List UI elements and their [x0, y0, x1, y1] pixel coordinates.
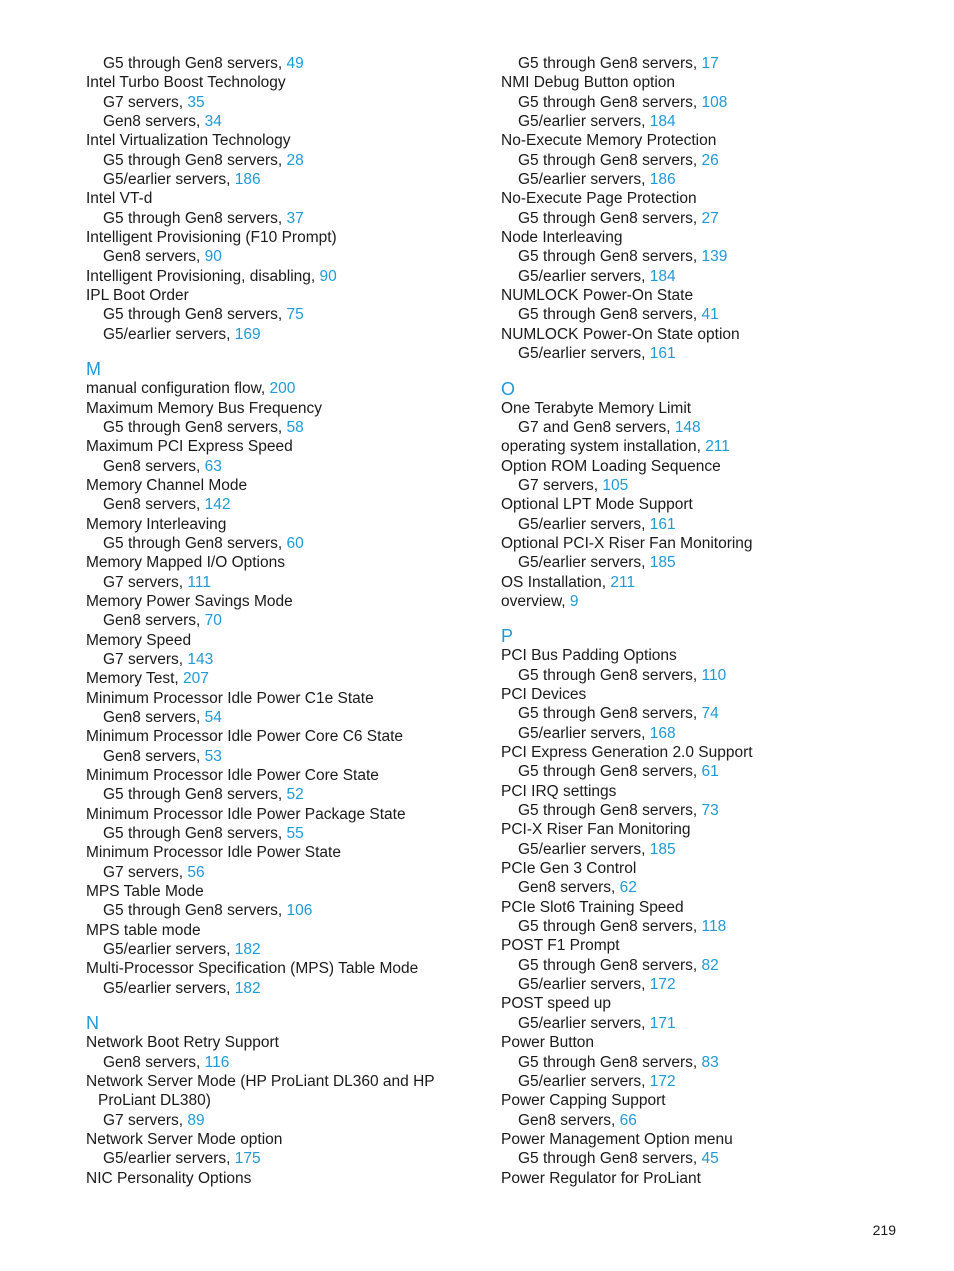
page-reference-link[interactable]: 17 [701, 55, 719, 72]
page-reference-link[interactable]: 175 [234, 1150, 261, 1168]
page-reference-link[interactable]: 52 [286, 786, 304, 804]
index-entry-text: G5/earlier servers, [518, 113, 650, 131]
index-entry-text: No-Execute Memory Protection [501, 132, 717, 150]
index-subentry [86, 1053, 486, 1072]
page-reference-link[interactable]: 74 [701, 705, 719, 723]
index-entry-text: NIC Personality Options [86, 1169, 252, 1187]
index-entry [501, 685, 921, 704]
index-entry [501, 131, 921, 150]
index-entry-text: G5/earlier servers, [518, 1072, 650, 1090]
page-reference-link[interactable]: 118 [701, 918, 727, 936]
page-reference-link[interactable]: 45 [701, 1150, 719, 1168]
index-entry [501, 573, 921, 592]
index-subentry [86, 824, 486, 843]
index-entry-text: overview, [501, 592, 570, 610]
index-entry [501, 73, 921, 92]
page-reference-link[interactable]: 73 [701, 802, 719, 820]
page-reference-link[interactable]: 110 [701, 666, 727, 684]
index-entry-text: One Terabyte Memory Limit [501, 399, 692, 417]
index-entry-text: G5 through Gen8 servers, [518, 306, 702, 324]
index-entry-text: G5 through Gen8 servers, [518, 802, 702, 820]
index-entry-text: Memory Speed [86, 631, 192, 649]
page-reference-link[interactable]: 41 [701, 306, 719, 324]
index-entry-text: Gen8 servers, [103, 709, 205, 726]
index-entry-text: Gen8 servers, [103, 612, 205, 630]
page-reference-link[interactable]: 200 [269, 380, 296, 398]
index-entry-text: G5/earlier servers, [518, 515, 650, 533]
index-subentry [86, 495, 486, 514]
index-entry [86, 286, 486, 305]
index-entry-text: Minimum Processor Idle Power C1e State [86, 689, 374, 707]
index-entry-text: G7 servers, [103, 573, 188, 591]
page-reference-link[interactable]: 58 [286, 418, 304, 436]
index-entry-text: G7 and Gen8 servers, [518, 418, 675, 436]
index-entry-text: operating system installation, [501, 438, 706, 456]
page-reference-link[interactable]: 54 [204, 709, 222, 726]
index-entry-text: G5 through Gen8 servers, [518, 248, 702, 266]
index-entry-text: G5/earlier servers, [518, 840, 650, 858]
page-reference-link[interactable]: 172 [649, 976, 676, 994]
index-entry [501, 1169, 921, 1188]
index-section-letter: P [501, 626, 514, 647]
index-subentry [501, 801, 921, 820]
index-subentry [86, 611, 486, 630]
index-entry [501, 325, 921, 344]
index-entry-text: Gen8 servers, [103, 248, 205, 266]
index-subentry [501, 724, 921, 743]
index-entry-text: Power Management Option menu [501, 1130, 733, 1148]
page-reference-link[interactable]: 185 [649, 840, 676, 858]
index-subentry [501, 956, 921, 975]
index-subentry [501, 418, 921, 437]
page-reference-link[interactable]: 161 [649, 515, 676, 533]
index-subentry [86, 534, 486, 553]
page-reference-link[interactable]: 172 [649, 1072, 676, 1090]
index-entry [86, 131, 486, 150]
page-reference-link[interactable]: 75 [286, 306, 304, 324]
page-reference-link[interactable]: 143 [187, 650, 214, 668]
index-column-right [501, 54, 921, 1188]
page-reference-link[interactable]: 111 [187, 573, 211, 591]
index-entry-text: Intel VT-d [86, 190, 153, 208]
index-entry-text: G5/earlier servers, [103, 1150, 235, 1168]
page-reference-link[interactable]: 62 [619, 879, 637, 897]
index-subentry [501, 1053, 921, 1072]
index-entry-text: IPL Boot Order [86, 287, 189, 305]
index-entry-text: Minimum Processor Idle Power Package State [86, 805, 406, 823]
index-entry [86, 805, 486, 824]
index-subentry [86, 325, 486, 344]
index-entry-text: G7 servers, [103, 863, 188, 881]
page-reference-link[interactable]: 26 [701, 151, 719, 169]
index-entry-text: PCI-X Riser Fan Monitoring [501, 821, 691, 839]
index-subentry [501, 305, 921, 324]
index-entry-text: OS Installation, [501, 573, 611, 591]
index-entry [501, 1091, 921, 1110]
page-reference-link[interactable]: 211 [705, 438, 730, 456]
index-entry-text: G5/earlier servers, [103, 979, 235, 997]
index-subentry [501, 553, 921, 572]
index-entry-text: POST F1 Prompt [501, 937, 620, 955]
index-entry [501, 534, 921, 553]
index-entry [86, 73, 486, 92]
index-entry-text: G5 through Gen8 servers, [518, 666, 702, 684]
index-entry-text: Intel Turbo Boost Technology [86, 74, 286, 92]
index-entry-text: Node Interleaving [501, 229, 623, 247]
index-subentry [501, 840, 921, 859]
index-subentry [501, 170, 921, 189]
index-entry-text: MPS Table Mode [86, 883, 204, 901]
index-entry-text: PCIe Gen 3 Control [501, 860, 637, 878]
page-reference-link[interactable]: 28 [286, 151, 304, 169]
index-subentry [501, 267, 921, 286]
page-reference-link[interactable]: 182 [234, 979, 261, 997]
index-entry-text: Gen8 servers, [518, 1111, 620, 1129]
index-subentry [86, 112, 486, 131]
index-entry [86, 1130, 486, 1149]
index-section-letter: O [501, 378, 516, 399]
index-subentry [86, 940, 486, 959]
index-entry-text: G5/earlier servers, [518, 171, 650, 189]
index-entry-text: G5/earlier servers, [518, 976, 650, 994]
index-subentry [86, 457, 486, 476]
page-reference-link[interactable]: 148 [674, 418, 701, 436]
index-entry [86, 843, 486, 862]
index-subentry [86, 901, 486, 920]
index-entry [501, 457, 921, 476]
index-entry-text: Memory Channel Mode [86, 476, 248, 494]
index-subentry [501, 112, 921, 131]
index-subentry [86, 650, 486, 669]
index-entry-text: Minimum Processor Idle Power State [86, 844, 341, 862]
index-subentry [86, 1111, 486, 1130]
index-entry [86, 1072, 486, 1111]
page-reference-link[interactable]: 90 [204, 248, 222, 266]
index-subentry [86, 209, 486, 228]
index-subentry [86, 418, 486, 437]
page-reference-link[interactable]: 108 [701, 93, 728, 111]
index-subentry [86, 54, 486, 73]
index-entry-text: Network Boot Retry Support [86, 1034, 279, 1052]
page-reference-link[interactable]: 83 [701, 1053, 719, 1071]
index-entry-text: Maximum PCI Express Speed [86, 438, 293, 456]
index-entry-text: Maximum Memory Bus Frequency [86, 399, 323, 417]
page-reference-link[interactable]: 168 [649, 724, 676, 742]
index-entry [501, 1033, 921, 1052]
index-entry-text: G7 servers, [103, 93, 188, 111]
page-reference-link[interactable]: 9 [569, 592, 579, 610]
page-reference-link[interactable]: 184 [649, 267, 676, 285]
index-entry-text: G5/earlier servers, [518, 267, 650, 285]
index-subentry [86, 979, 486, 998]
index-entry-text: Optional LPT Mode Support [501, 496, 693, 514]
page-reference-link[interactable]: 55 [286, 825, 304, 843]
page-reference-link[interactable]: 185 [649, 554, 676, 572]
index-subentry [501, 247, 921, 266]
index-entry-text: MPS table mode [86, 921, 201, 939]
index-entry [86, 882, 486, 901]
index-subentry [86, 708, 486, 727]
index-entry-text: G7 servers, [103, 650, 188, 668]
index-entry-text: G5/earlier servers, [518, 345, 650, 363]
index-subentry [501, 476, 921, 495]
index-entry-text: G5 through Gen8 servers, [103, 534, 287, 552]
page-reference-link[interactable]: 61 [701, 763, 719, 781]
index-entry-text: G5 through Gen8 servers, [518, 763, 702, 781]
page-reference-link[interactable]: 27 [701, 209, 719, 227]
index-entry-text: Gen8 servers, [518, 879, 620, 897]
index-entry [501, 592, 921, 611]
page-reference-link[interactable]: 60 [286, 534, 304, 552]
index-subentry [501, 762, 921, 781]
index-entry-text: G5/earlier servers, [518, 554, 650, 572]
index-entry-text: Multi-Processor Specification (MPS) Table Mode [86, 960, 419, 978]
index-subentry [86, 170, 486, 189]
index-entry [86, 727, 486, 746]
index-entry [86, 1033, 486, 1052]
index-entry-text: Gen8 servers, [103, 113, 205, 131]
index-subentry [501, 917, 921, 936]
index-entry [86, 921, 486, 940]
index-subentry [501, 1111, 921, 1130]
index-entry [86, 379, 486, 398]
index-subentry [86, 151, 486, 170]
index-entry-text: Gen8 servers, [103, 457, 205, 475]
index-subentry [86, 247, 486, 266]
index-entry-text: G5 through Gen8 servers, [518, 209, 702, 227]
index-subentry [501, 93, 921, 112]
index-entry [86, 689, 486, 708]
index-entry [501, 1130, 921, 1149]
page-reference-link[interactable]: 184 [649, 113, 676, 131]
index-section-letter: N [86, 1013, 99, 1034]
index-entry-text: Intel Virtualization Technology [86, 132, 291, 150]
page-reference-link[interactable]: 49 [286, 55, 304, 72]
index-entry-text: G5 through Gen8 servers, [518, 151, 702, 169]
index-entry-text: manual configuration flow, [86, 380, 270, 398]
index-entry [86, 959, 486, 978]
page-reference-link[interactable]: 63 [204, 457, 222, 475]
index-entry [86, 189, 486, 208]
index-entry-text: G5 through Gen8 servers, [103, 418, 287, 436]
index-subentry [86, 93, 486, 112]
index-entry-text: NMI Debug Button option [501, 74, 676, 92]
index-entry-text: G5 through Gen8 servers, [103, 902, 287, 920]
index-entry-text: G5 through Gen8 servers, [518, 93, 702, 111]
index-entry-text: Option ROM Loading Sequence [501, 457, 721, 475]
index-entry [501, 399, 921, 418]
index-subentry [86, 863, 486, 882]
index-entry-text: Gen8 servers, [103, 747, 205, 765]
index-entry-text: G5 through Gen8 servers, [518, 918, 702, 936]
page-reference-link[interactable]: 70 [204, 612, 222, 630]
index-entry-text: G5 through Gen8 servers, [518, 1053, 702, 1071]
index-subentry [501, 1072, 921, 1091]
index-entry [86, 399, 486, 418]
index-entry [501, 820, 921, 839]
index-entry [501, 743, 921, 762]
index-entry-text: NUMLOCK Power-On State option [501, 325, 740, 343]
index-entry-text: G5/earlier servers, [518, 724, 650, 742]
index-entry [501, 994, 921, 1013]
index-entry-text: Power Button [501, 1034, 595, 1052]
index-subentry [501, 151, 921, 170]
page-reference-link[interactable]: 142 [204, 496, 231, 514]
index-entry-text: G7 servers, [518, 476, 603, 494]
index-entry-text: PCI Bus Padding Options [501, 647, 677, 665]
page-reference-link[interactable]: 37 [286, 209, 304, 227]
page-reference-link[interactable]: 105 [602, 476, 629, 494]
index-subentry [501, 1014, 921, 1033]
index-entry-text: G5/earlier servers, [518, 1014, 650, 1032]
index-entry-text: Power Regulator for ProLiant [501, 1169, 701, 1187]
index-entry-text: G5 through Gen8 servers, [103, 786, 287, 804]
index-section-letter: M [86, 359, 101, 380]
page-reference-link[interactable]: 66 [619, 1111, 637, 1129]
page-reference-link[interactable]: 207 [183, 670, 209, 688]
index-subentry [501, 344, 921, 363]
page-reference-link[interactable]: 89 [187, 1111, 205, 1129]
index-entry-text: G5 through Gen8 servers, [518, 1150, 702, 1168]
index-subentry [501, 1149, 921, 1168]
page-reference-link[interactable]: 182 [234, 941, 261, 959]
index-entry-text: G5 through Gen8 servers, [103, 306, 287, 324]
page-reference-link[interactable]: 34 [204, 113, 222, 131]
page-reference-link[interactable]: 171 [649, 1014, 676, 1032]
index-entry-text: No-Execute Page Protection [501, 190, 697, 208]
index-entry [86, 437, 486, 456]
index-entry [86, 553, 486, 572]
page-reference-link[interactable]: 186 [234, 171, 261, 189]
page-reference-link[interactable]: 139 [701, 248, 728, 266]
index-entry-text: Network Server Mode (HP ProLiant DL360 and HP ProLiant DL380) [86, 1072, 435, 1110]
index-subentry [501, 209, 921, 228]
index-entry-text: G5/earlier servers, [103, 941, 235, 959]
index-entry [501, 437, 921, 456]
index-subentry [501, 878, 921, 897]
index-subentry [501, 704, 921, 723]
index-entry-text: G5/earlier servers, [103, 325, 235, 343]
index-entry [86, 515, 486, 534]
index-entry [86, 669, 486, 688]
index-entry [86, 592, 486, 611]
index-entry-text: G5 through Gen8 servers, [518, 55, 702, 72]
index-entry [501, 286, 921, 305]
index-entry-text: G5/earlier servers, [103, 171, 235, 189]
index-entry-text: Memory Interleaving [86, 515, 227, 533]
index-entry-text: G7 servers, [103, 1111, 188, 1129]
index-entry-text: Gen8 servers, [103, 496, 205, 514]
index-entry-text: NUMLOCK Power-On State [501, 287, 694, 305]
index-entry [501, 495, 921, 514]
page-reference-link[interactable]: 82 [701, 956, 719, 974]
index-subentry [86, 785, 486, 804]
index-column-left [86, 54, 486, 1188]
index-entry [501, 936, 921, 955]
page-reference-link[interactable]: 116 [204, 1053, 230, 1071]
index-entry-text: POST speed up [501, 995, 612, 1013]
index-entry-text: Gen8 servers, [103, 1053, 205, 1071]
index-subentry [501, 975, 921, 994]
page-reference-link[interactable]: 35 [187, 93, 205, 111]
page-reference-link[interactable]: 106 [286, 902, 313, 920]
index-entry [501, 189, 921, 208]
page-reference-link[interactable]: 211 [610, 573, 636, 591]
index-entry [86, 1169, 486, 1188]
index-entry-text: PCI IRQ settings [501, 782, 617, 800]
index-entry-text: PCIe Slot6 Training Speed [501, 898, 684, 916]
index-entry [86, 766, 486, 785]
index-entry-text: Optional PCI-X Riser Fan Monitoring [501, 534, 753, 552]
index-entry [86, 476, 486, 495]
index-entry-text: Memory Power Savings Mode [86, 592, 293, 610]
page-reference-link[interactable]: 53 [204, 747, 222, 765]
index-entry-text: PCI Devices [501, 685, 587, 703]
index-entry-text: G5 through Gen8 servers, [103, 209, 287, 227]
index-entry-text: Memory Mapped I/O Options [86, 554, 285, 572]
page-reference-link[interactable]: 56 [187, 863, 205, 881]
page-reference-link[interactable]: 169 [234, 325, 261, 343]
index-entry-text: PCI Express Generation 2.0 Support [501, 744, 753, 761]
index-subentry [501, 666, 921, 685]
index-entry [86, 267, 486, 286]
index-entry-text: Intelligent Provisioning (F10 Prompt) [86, 229, 337, 247]
index-subentry [86, 747, 486, 766]
index-entry [86, 228, 486, 247]
index-entry-text: Minimum Processor Idle Power Core State [86, 767, 379, 785]
index-subentry [86, 1149, 486, 1168]
index-entry-text: G5 through Gen8 servers, [103, 825, 287, 843]
page-reference-link[interactable]: 161 [649, 345, 676, 363]
page-number: 219 [872, 1222, 896, 1238]
index-entry [501, 859, 921, 878]
index-subentry [501, 54, 921, 73]
index-entry-text: Minimum Processor Idle Power Core C6 State [86, 728, 404, 746]
index-subentry [501, 515, 921, 534]
index-entry-text: G5 through Gen8 servers, [518, 956, 702, 974]
index-entry [501, 782, 921, 801]
index-entry-text: Network Server Mode option [86, 1130, 283, 1148]
index-entry-text: Intelligent Provisioning, disabling, [86, 267, 320, 285]
index-entry [501, 646, 921, 665]
index-entry-text: G5 through Gen8 servers, [518, 705, 702, 723]
index-entry-text: Memory Test, [86, 670, 184, 688]
page-reference-link[interactable]: 186 [649, 171, 676, 189]
index-entry-text: G5 through Gen8 servers, [103, 55, 287, 72]
index-entry [501, 228, 921, 247]
index-entry-text: G5 through Gen8 servers, [103, 151, 287, 169]
index-subentry [86, 573, 486, 592]
index-entry [86, 631, 486, 650]
index-entry [501, 898, 921, 917]
index-subentry [86, 305, 486, 324]
index-entry-text: Power Capping Support [501, 1092, 666, 1110]
page-reference-link[interactable]: 90 [319, 267, 337, 285]
